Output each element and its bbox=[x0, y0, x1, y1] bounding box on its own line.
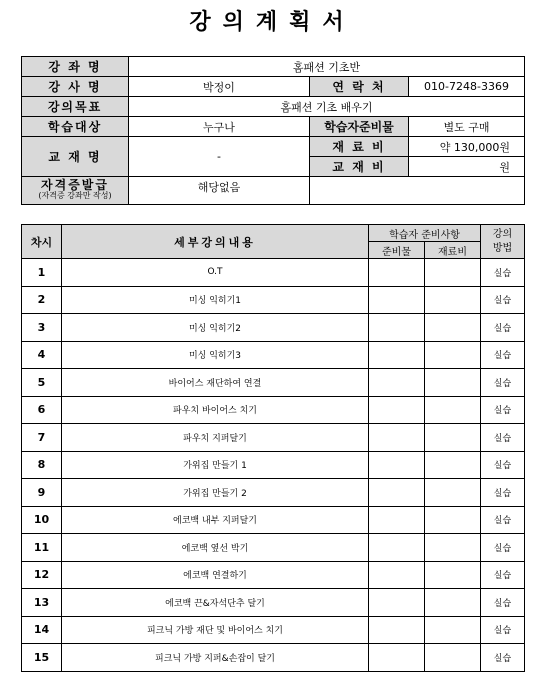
cert-row bbox=[22, 177, 525, 205]
session-content: 미싱 익히기2 bbox=[62, 314, 369, 342]
instructor-value: 박정이 bbox=[129, 77, 310, 97]
prep-label: 학습자준비물 bbox=[310, 117, 409, 137]
table-row bbox=[22, 451, 525, 479]
table-row bbox=[22, 561, 525, 589]
session-material-fee bbox=[425, 534, 481, 562]
session-prep-items bbox=[369, 286, 425, 314]
cert-label bbox=[22, 177, 129, 205]
session-content: 미싱 익히기3 bbox=[62, 341, 369, 369]
session-material-fee bbox=[425, 644, 481, 672]
session-number: 3 bbox=[22, 314, 62, 342]
prep-value: 별도 구매 bbox=[409, 117, 525, 137]
cert-value: 해당없음 bbox=[129, 177, 310, 205]
session-content: 가위집 만들기 2 bbox=[62, 479, 369, 507]
session-number: 11 bbox=[22, 534, 62, 562]
session-material-fee bbox=[425, 451, 481, 479]
prep-group-header: 학습자 준비사항 bbox=[369, 225, 481, 242]
goal-label: 강의목표 bbox=[22, 97, 129, 117]
table-row bbox=[22, 589, 525, 617]
prep-items-header: 준비물 bbox=[369, 242, 425, 259]
cert-label-main: 자격증발급 bbox=[41, 178, 109, 192]
session-prep-items bbox=[369, 479, 425, 507]
session-prep-items bbox=[369, 341, 425, 369]
session-method: 실습 bbox=[481, 534, 525, 562]
session-method: 실습 bbox=[481, 314, 525, 342]
session-method: 실습 bbox=[481, 479, 525, 507]
session-material-fee bbox=[425, 424, 481, 452]
session-prep-items bbox=[369, 644, 425, 672]
session-content: 피크닉 가방 지퍼&손잡이 달기 bbox=[62, 644, 369, 672]
session-content: 에코백 끈&자석단추 달기 bbox=[62, 589, 369, 617]
session-material-fee bbox=[425, 589, 481, 617]
textbook-row bbox=[22, 137, 525, 157]
content-header: 세부강의내용 bbox=[62, 225, 369, 259]
session-prep-items bbox=[369, 561, 425, 589]
session-method: 실습 bbox=[481, 561, 525, 589]
goal-row bbox=[22, 97, 525, 117]
session-method: 실습 bbox=[481, 616, 525, 644]
session-number: 12 bbox=[22, 561, 62, 589]
session-content: 에코백 내부 지퍼달기 bbox=[62, 506, 369, 534]
session-prep-items bbox=[369, 506, 425, 534]
target-value: 누구나 bbox=[129, 117, 310, 137]
session-prep-items bbox=[369, 424, 425, 452]
session-content: O.T bbox=[62, 259, 369, 287]
session-prep-items bbox=[369, 451, 425, 479]
cert-empty-cell bbox=[310, 177, 525, 205]
session-prep-items bbox=[369, 616, 425, 644]
schedule-table bbox=[21, 224, 525, 672]
page-title: 강의계획서 bbox=[189, 10, 356, 35]
session-material-fee bbox=[425, 506, 481, 534]
textbook-label: 교 재 명 bbox=[22, 137, 129, 177]
session-number: 5 bbox=[22, 369, 62, 397]
goal-value: 홈패션 기초 배우기 bbox=[129, 97, 525, 117]
session-method: 실습 bbox=[481, 644, 525, 672]
table-row bbox=[22, 534, 525, 562]
session-material-fee bbox=[425, 314, 481, 342]
session-header: 차시 bbox=[22, 225, 62, 259]
table-row bbox=[22, 479, 525, 507]
session-method: 실습 bbox=[481, 341, 525, 369]
course-label: 강 좌 명 bbox=[22, 57, 129, 77]
session-material-fee bbox=[425, 341, 481, 369]
session-prep-items bbox=[369, 534, 425, 562]
session-material-fee bbox=[425, 479, 481, 507]
course-info-table bbox=[21, 56, 525, 205]
session-number: 4 bbox=[22, 341, 62, 369]
material-fee-header: 재료비 bbox=[425, 242, 481, 259]
session-method: 실습 bbox=[481, 451, 525, 479]
contact-label: 연 락 처 bbox=[310, 77, 409, 97]
contact-value: 010-7248-3369 bbox=[409, 77, 525, 97]
table-row bbox=[22, 396, 525, 424]
session-method: 실습 bbox=[481, 286, 525, 314]
session-method: 실습 bbox=[481, 506, 525, 534]
session-number: 10 bbox=[22, 506, 62, 534]
session-content: 피크닉 가방 재단 및 바이어스 치기 bbox=[62, 616, 369, 644]
session-prep-items bbox=[369, 259, 425, 287]
session-material-fee bbox=[425, 369, 481, 397]
session-number: 7 bbox=[22, 424, 62, 452]
session-material-fee bbox=[425, 286, 481, 314]
textbook-cost-value: 원 bbox=[409, 157, 525, 177]
session-content: 가위집 만들기 1 bbox=[62, 451, 369, 479]
session-material-fee bbox=[425, 259, 481, 287]
session-method: 실습 bbox=[481, 259, 525, 287]
session-number: 15 bbox=[22, 644, 62, 672]
session-number: 13 bbox=[22, 589, 62, 617]
table-row bbox=[22, 341, 525, 369]
instructor-row bbox=[22, 77, 525, 97]
session-method: 실습 bbox=[481, 589, 525, 617]
session-content: 에코백 옆선 박기 bbox=[62, 534, 369, 562]
session-method: 실습 bbox=[481, 369, 525, 397]
table-row bbox=[22, 314, 525, 342]
session-number: 9 bbox=[22, 479, 62, 507]
table-row bbox=[22, 424, 525, 452]
textbook-cost-label: 교 재 비 bbox=[310, 157, 409, 177]
session-content: 파우치 지퍼달기 bbox=[62, 424, 369, 452]
session-content: 파우치 바이어스 치기 bbox=[62, 396, 369, 424]
course-value: 홈패션 기초반 bbox=[129, 57, 525, 77]
instructor-label: 강 사 명 bbox=[22, 77, 129, 97]
table-row bbox=[22, 259, 525, 287]
material-cost-label: 재 료 비 bbox=[310, 137, 409, 157]
session-content: 바이어스 재단하여 연결 bbox=[62, 369, 369, 397]
course-row bbox=[22, 57, 525, 77]
table-row bbox=[22, 644, 525, 672]
table-row bbox=[22, 616, 525, 644]
table-row bbox=[22, 506, 525, 534]
session-number: 8 bbox=[22, 451, 62, 479]
session-content: 에코백 연결하기 bbox=[62, 561, 369, 589]
session-prep-items bbox=[369, 396, 425, 424]
target-row bbox=[22, 117, 525, 137]
session-method: 실습 bbox=[481, 424, 525, 452]
session-number: 6 bbox=[22, 396, 62, 424]
method-header: 강의 방법 bbox=[481, 225, 525, 259]
session-prep-items bbox=[369, 369, 425, 397]
textbook-value: - bbox=[129, 137, 310, 177]
table-row bbox=[22, 286, 525, 314]
session-method: 실습 bbox=[481, 396, 525, 424]
session-prep-items bbox=[369, 314, 425, 342]
session-number: 14 bbox=[22, 616, 62, 644]
session-number: 1 bbox=[22, 259, 62, 287]
session-material-fee bbox=[425, 396, 481, 424]
schedule-header-row bbox=[22, 225, 525, 242]
session-material-fee bbox=[425, 561, 481, 589]
target-label: 학습대상 bbox=[22, 117, 129, 137]
session-prep-items bbox=[369, 589, 425, 617]
session-material-fee bbox=[425, 616, 481, 644]
session-content: 미싱 익히기1 bbox=[62, 286, 369, 314]
session-number: 2 bbox=[22, 286, 62, 314]
table-row bbox=[22, 369, 525, 397]
cert-label-sub: (자격증 강좌만 작성) bbox=[38, 191, 112, 200]
material-cost-value: 약 130,000원 bbox=[409, 137, 525, 157]
